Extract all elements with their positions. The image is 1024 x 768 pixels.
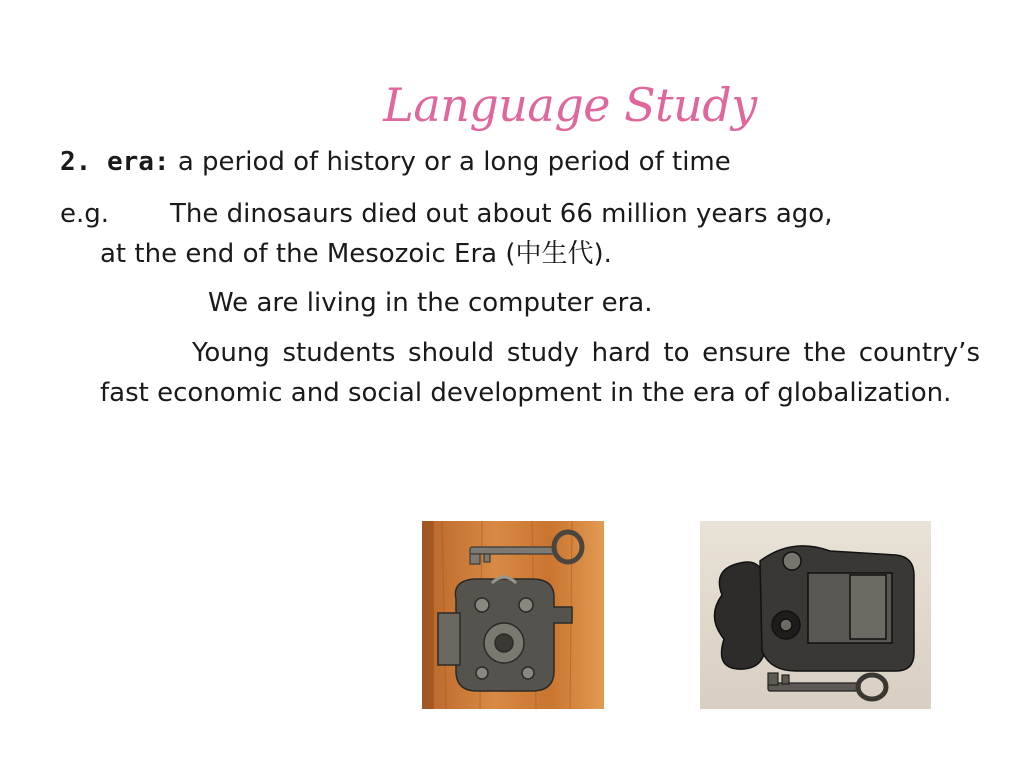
- entry-term: 2. era:: [60, 147, 170, 177]
- example-3-paragraph: [60, 333, 980, 413]
- entry-line: [60, 142, 980, 182]
- example-1-text: The dinosaurs died out about 66 million years ago,: [170, 199, 833, 229]
- antique-lock-on-wood-photo: [422, 521, 604, 709]
- example-3: Young students should study hard to ensure the country’s fast economic and social development in the era of globalization.: [100, 338, 980, 408]
- antique-iron-lock-with-key-photo: [700, 521, 931, 709]
- slide-body: [60, 142, 980, 413]
- slide-title: Language Study: [383, 78, 757, 132]
- example-1-line-1: [60, 194, 980, 234]
- example-label: e.g.: [60, 199, 110, 229]
- example-1-line-2: at the end of the Mesozoic Era (中生代).: [100, 239, 612, 269]
- example-2: We are living in the computer era.: [208, 288, 653, 318]
- entry-definition: a period of history or a long period of time: [169, 147, 731, 177]
